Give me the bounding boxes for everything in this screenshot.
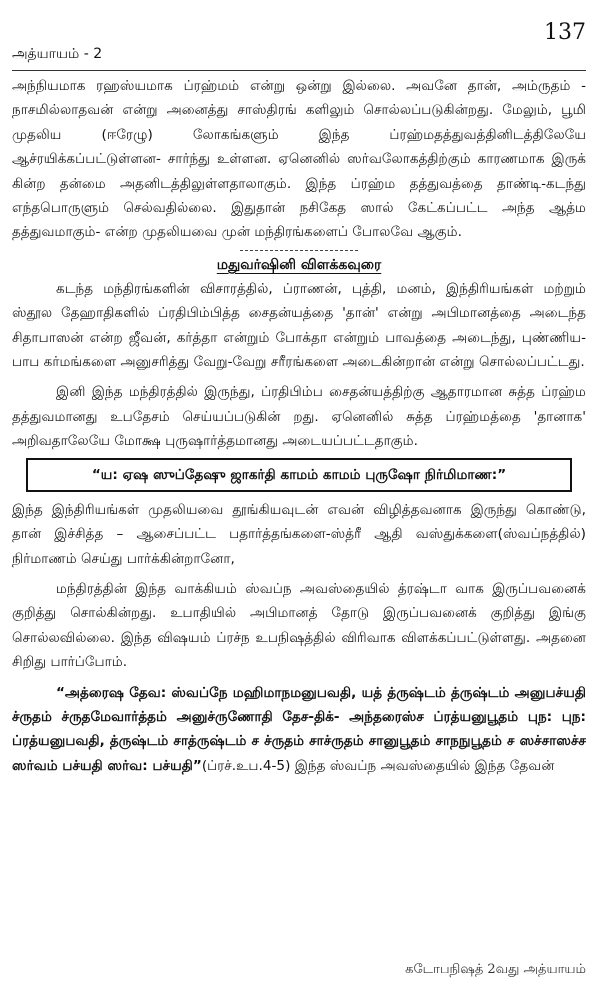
page-content xyxy=(12,74,586,778)
section-divider xyxy=(240,250,358,251)
quote-tail: (ப்ரச்.உப.4-5) இந்த ஸ்வப்ந அவஸ்தையில் இந்த தேவன் xyxy=(201,757,555,774)
mantra-text: “ய: ஏஷ ஸுப்தேஷு ஜாகர்தி காமம் காமம் புருஷோ நிர்மிமாண:” xyxy=(91,466,507,483)
header-rule xyxy=(12,70,586,71)
page-header xyxy=(12,18,586,64)
upanishad-quote xyxy=(12,681,586,779)
quote-text: “அத்ரைஷ தேவ: ஸ்வப்நே மஹிமாநமனுபவதி, யத் த்ருஷ்டம் த்ருஷ்டம் அனுபச்யதி ச்ருதம் ச்ருதமேவார்த்தம் அனுச்ருணோதி தேச-திக்- அந்தரைஸ்ச ப்ரத்யனுபூதம் புந: புந: ப்ரத்யனுபவதி, த்ருஷ்டம் சாத்ருஷ்டம் ச ச்ருதம் சாச்ருதம் சானுபூதம் சாநநுபூதம் ச ஸச்சாஸச்ச ஸர்வம் பச்யதி ஸர்வ: பச்யதி” xyxy=(12,684,586,774)
explanation-paragraph-2: மந்திரத்தின் இந்த வாக்கியம் ஸ்வப்ந அவஸ்தையில் த்ரஷ்டா வாக இருப்பவனைக் குறித்து சொல்கின்றது. உபாதியில் அபிமானத் தோடு இருப்பவனைக் குறித்து இங்கு சொல்லவில்லை. இந்த விஷயம் ப்ரச்ந உபநிஷத்தில் விரிவாக விளக்கப்பட்டுள்ளது. அதனை சிறிது பார்ப்போம். xyxy=(12,580,586,671)
paragraph-1: அந்நியமாக ரஹஸ்யமாக ப்ரஹ்மம் என்று ஒன்று இல்லை. அவனே தான், அம்ருதம் - நாசமில்லாதவன் என்று அனைத்து சாஸ்திரங் களிலும் சொல்லப்படுகின்றது. மேலும், பூமி முதலிய (ஈரேழு) லோகங்களும் இந்த ப்ரஹ்மதத்துவத்தினிடத்திலேயே ஆச்ரயிக்கப்பட்டுள்ளன- சார்ந்து உள்ளன. ஏனெனில் ஸர்வலோகத்திற்கும் காரணமாக இருக் கின்ற தன்மை அதனிடத்திலுள்ளதாலாகும். இந்த ப்ரஹ்ம தத்துவத்தை தாண்டி-கடந்து எந்தபொருளும் செல்வதில்லை. இதுதான் நசிகேத ஸால் கேட்கப்பட்ட அந்த ஆத்ம தத்துவமாகும்- என்ற முதலியவை முன் மந்திரங்களைப் போலவே ஆகும். xyxy=(12,78,586,241)
commentary-paragraph-1: கடந்த மந்திரங்களின் விசாரத்தில், ப்ராணன், புத்தி, மனம், இந்திரியங்கள் மற்றும் ஸ்தூல தேஹாதிகளில் ப்ரதிபிம்பித்த சைதன்யத்தை 'தான்' என்று அபிமானத்தை அடைந்த சிதாபாஸன் என்ற ஜீவன், கர்த்தா என்றும் போக்தா என்றும் பாவத்தை அடைந்து, புண்ணிய-பாப கர்மங்களை அனுசரித்து வேறு-வேறு சரீரங்களை அடைகின்றான் என்று சொல்லப்பட்டது. xyxy=(12,280,586,371)
chapter-label: அத்யாயம் - 2 xyxy=(12,46,103,62)
commentary-paragraph-2: இனி இந்த மந்திரத்தில் இருந்து, ப்ரதிபிம்ப சைதன்யத்திற்கு ஆதாரமான சுத்த ப்ரஹ்ம தத்துவமானது உபதேசம் செய்யப்படுகின் றது. ஏனெனில் சுத்த ப்ரஹ்மத்தை 'தானாக' அறிவதாலேயே மோக்ஷ புருஷார்த்தமானது அடையப்பட்டதாகும். xyxy=(12,384,586,450)
running-footer: கடோபநிஷத் 2வது அத்யாயம் xyxy=(405,962,586,977)
page-number: 137 xyxy=(544,20,586,45)
section-title: மதுவர்ஷினி விளக்கவுரை xyxy=(216,256,382,273)
mantra-box xyxy=(26,458,572,492)
explanation-paragraph-1: இந்த இந்திரியங்கள் முதலியவை தூங்கியவுடன் எவன் விழித்தவனாக இருந்து கொண்டு, தான் இச்சித்த – ஆசைப்பட்ட பதார்த்தங்களை-ஸ்த்ரீ ஆதி வஸ்துக்களை(ஸ்வப்நத்தில்) நிர்மாணம் செய்து பார்க்கின்றானோ, xyxy=(12,501,586,567)
